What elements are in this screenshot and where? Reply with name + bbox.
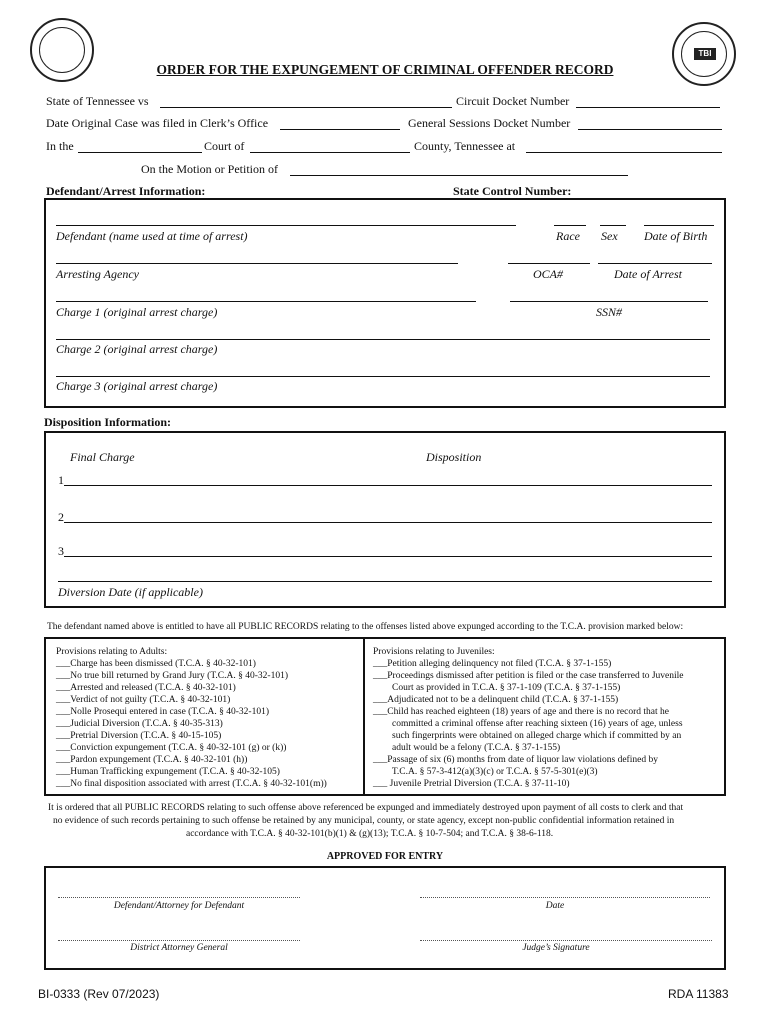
judge-signature-label: Judge’s Signature <box>522 943 590 953</box>
disposition-row3-number: 3 <box>58 544 64 558</box>
defendant-name-field[interactable] <box>56 214 516 226</box>
tbi-seal-label: TBI <box>694 48 716 60</box>
approval-box <box>44 866 726 970</box>
general-sessions-field[interactable] <box>578 118 722 130</box>
charge2-label: Charge 2 (original arrest charge) <box>56 342 218 356</box>
form-number: BI-0333 (Rev 07/2023) <box>38 987 160 1001</box>
date-filed-label: Date Original Case was filed in Clerk’s Office <box>46 116 269 130</box>
juvenile-provision-6[interactable]: committed a criminal offense after reaching sixteen (16) years of age, unless <box>373 719 683 729</box>
juvenile-provision-7[interactable]: such fingerprints were obtained on alleged charge which if committed by an <box>373 731 682 741</box>
adult-provision-6[interactable]: ___Judicial Diversion (T.C.A. § 40-35-313) <box>56 719 223 729</box>
juvenile-provision-5[interactable]: ___Child has reached eighteen (18) years of age and there is no record that he <box>373 707 669 717</box>
judge-signature-field[interactable] <box>420 931 712 941</box>
juvenile-provision-3[interactable]: Court as provided in T.C.A. § 37-1-109 (T.C.A. § 37-1-155) <box>373 683 621 693</box>
order-text-line1: It is ordered that all PUBLIC RECORDS relating to such offense above referenced be expunged and immediately destroyed upon payment of all costs to clerk and that <box>48 803 684 813</box>
juvenile-provision-10[interactable]: T.C.A. § 57-3-412(a)(3)(c) or T.C.A. § 57-5-301(e)(3) <box>373 767 598 777</box>
arresting-agency-label: Arresting Agency <box>56 267 139 281</box>
juvenile-provision-8[interactable]: adult would be a felony (T.C.A. § 37-1-155) <box>373 743 561 753</box>
race-field[interactable] <box>554 214 586 226</box>
charge2-field[interactable] <box>56 328 710 340</box>
charge1-field[interactable] <box>56 290 476 302</box>
sex-field[interactable] <box>600 214 626 226</box>
charge3-label: Charge 3 (original arrest charge) <box>56 379 218 393</box>
charge3-field[interactable] <box>56 365 710 377</box>
adult-provision-9[interactable]: ___Pardon expungement (T.C.A. § 40-32-101 (h)) <box>56 755 248 765</box>
arresting-agency-field[interactable] <box>56 252 458 264</box>
defendant-name-label: Defendant (name used at time of arrest) <box>56 229 248 243</box>
circuit-docket-label: Circuit Docket Number <box>456 94 570 108</box>
adult-provision-2[interactable]: ___No true bill returned by Grand Jury (T.C.A. § 40-32-101) <box>56 671 288 681</box>
juvenile-provision-9[interactable]: ___Passage of six (6) months from date of liquor law violations defined by <box>373 755 658 765</box>
court-of-label: Court of <box>204 139 245 153</box>
disposition-section-heading: Disposition Information: <box>44 415 172 429</box>
dob-field[interactable] <box>644 214 714 226</box>
adult-provision-4[interactable]: ___Verdict of not guilty (T.C.A. § 40-32-101) <box>56 695 231 705</box>
race-label: Race <box>556 229 580 243</box>
date-signature-field[interactable] <box>420 888 710 898</box>
court-type-field[interactable] <box>78 141 202 153</box>
order-text-line3: accordance with T.C.A. § 40-32-101(b)(1) & (g)(13); T.C.A. § 10-7-504; and T.C.A. § 38-6-118. <box>186 829 554 839</box>
form-title: ORDER FOR THE EXPUNGEMENT OF CRIMINAL OFFENDER RECORD <box>156 62 614 77</box>
ssn-field[interactable] <box>510 290 708 302</box>
adult-provision-1[interactable]: ___Charge has been dismissed (T.C.A. § 40-32-101) <box>56 659 256 669</box>
disposition-label: Disposition <box>426 450 482 464</box>
motion-field[interactable] <box>290 164 628 176</box>
disposition-row1-number: 1 <box>58 473 64 487</box>
adult-provision-11[interactable]: ___No final disposition associated with arrest (T.C.A. § 40-32-101(m)) <box>56 779 327 789</box>
oca-field[interactable] <box>508 252 590 264</box>
adult-provision-5[interactable]: ___Nolle Prosequi entered in case (T.C.A. § 40-32-101) <box>56 707 269 717</box>
adult-provision-3[interactable]: ___Arrested and released (T.C.A. § 40-32-101) <box>56 683 236 693</box>
adult-provision-8[interactable]: ___Conviction expungement (T.C.A. § 40-32-101 (g) or (k)) <box>56 743 287 753</box>
defendant-section-heading: Defendant/Arrest Information: <box>46 184 206 198</box>
entitlement-statement: The defendant named above is entitled to have all PUBLIC RECORDS relating to the offenses listed above expunged according to the T.C.A. provision marked below: <box>47 622 684 632</box>
district-attorney-label: District Attorney General <box>130 943 228 953</box>
diversion-date-label: Diversion Date (if applicable) <box>58 585 203 599</box>
juvenile-provision-11[interactable]: ___ Juvenile Pretrial Diversion (T.C.A. § 37-11-10) <box>373 779 570 789</box>
sex-label: Sex <box>601 229 618 243</box>
county-field[interactable] <box>250 141 410 153</box>
adult-provisions-heading: Provisions relating to Adults: <box>56 647 168 657</box>
general-sessions-label: General Sessions Docket Number <box>408 116 571 130</box>
circuit-docket-field[interactable] <box>576 96 720 108</box>
date-label: Date <box>545 901 565 911</box>
defendant-attorney-label: Defendant/Attorney for Defendant <box>113 901 245 911</box>
county-tn-label: County, Tennessee at <box>414 139 516 153</box>
date-of-arrest-label: Date of Arrest <box>614 267 682 281</box>
ssn-label: SSN# <box>596 305 623 319</box>
in-the-label: In the <box>46 139 74 153</box>
rda-number: RDA 11383 <box>668 987 729 1001</box>
defendant-vs-field[interactable] <box>160 96 452 108</box>
adult-provision-7[interactable]: ___Pretrial Diversion (T.C.A. § 40-15-105) <box>56 731 222 741</box>
final-charge-label: Final Charge <box>70 450 135 464</box>
juvenile-provision-1[interactable]: ___Petition alleging delinquency not filed (T.C.A. § 37-1-155) <box>373 659 612 669</box>
adult-provision-10[interactable]: ___Human Trafficking expungement (T.C.A. § 40-32-105) <box>56 767 280 777</box>
juvenile-provision-4[interactable]: ___Adjudicated not to be a delinquent child (T.C.A. § 37-1-155) <box>373 695 619 705</box>
date-filed-field[interactable] <box>280 118 400 130</box>
approved-heading: APPROVED FOR ENTRY <box>326 851 444 862</box>
juvenile-provisions-heading: Provisions relating to Juveniles: <box>373 647 495 657</box>
motion-label: On the Motion or Petition of <box>141 162 278 176</box>
disposition-row3-field[interactable] <box>64 545 712 557</box>
oca-label: OCA# <box>533 267 563 281</box>
date-of-arrest-field[interactable] <box>598 252 712 264</box>
dob-label: Date of Birth <box>644 229 708 243</box>
order-text-line2: no evidence of such records pertaining to such offense be retained by any municipal, county, or state agency, except non-public confidential information retained in <box>53 816 675 826</box>
district-attorney-signature-field[interactable] <box>58 931 300 941</box>
state-vs-label: State of Tennessee vs <box>46 94 149 108</box>
diversion-date-field[interactable] <box>58 570 712 582</box>
state-control-label: State Control Number: <box>453 184 572 198</box>
provisions-divider <box>363 639 365 794</box>
disposition-row2-number: 2 <box>58 510 64 524</box>
city-field[interactable] <box>526 141 722 153</box>
defendant-signature-field[interactable] <box>58 888 300 898</box>
juvenile-provision-2[interactable]: ___Proceedings dismissed after petition is filed or the case transferred to Juvenile <box>373 671 684 681</box>
disposition-row1-field[interactable] <box>64 474 712 486</box>
charge1-label: Charge 1 (original arrest charge) <box>56 305 218 319</box>
disposition-row2-field[interactable] <box>64 511 712 523</box>
